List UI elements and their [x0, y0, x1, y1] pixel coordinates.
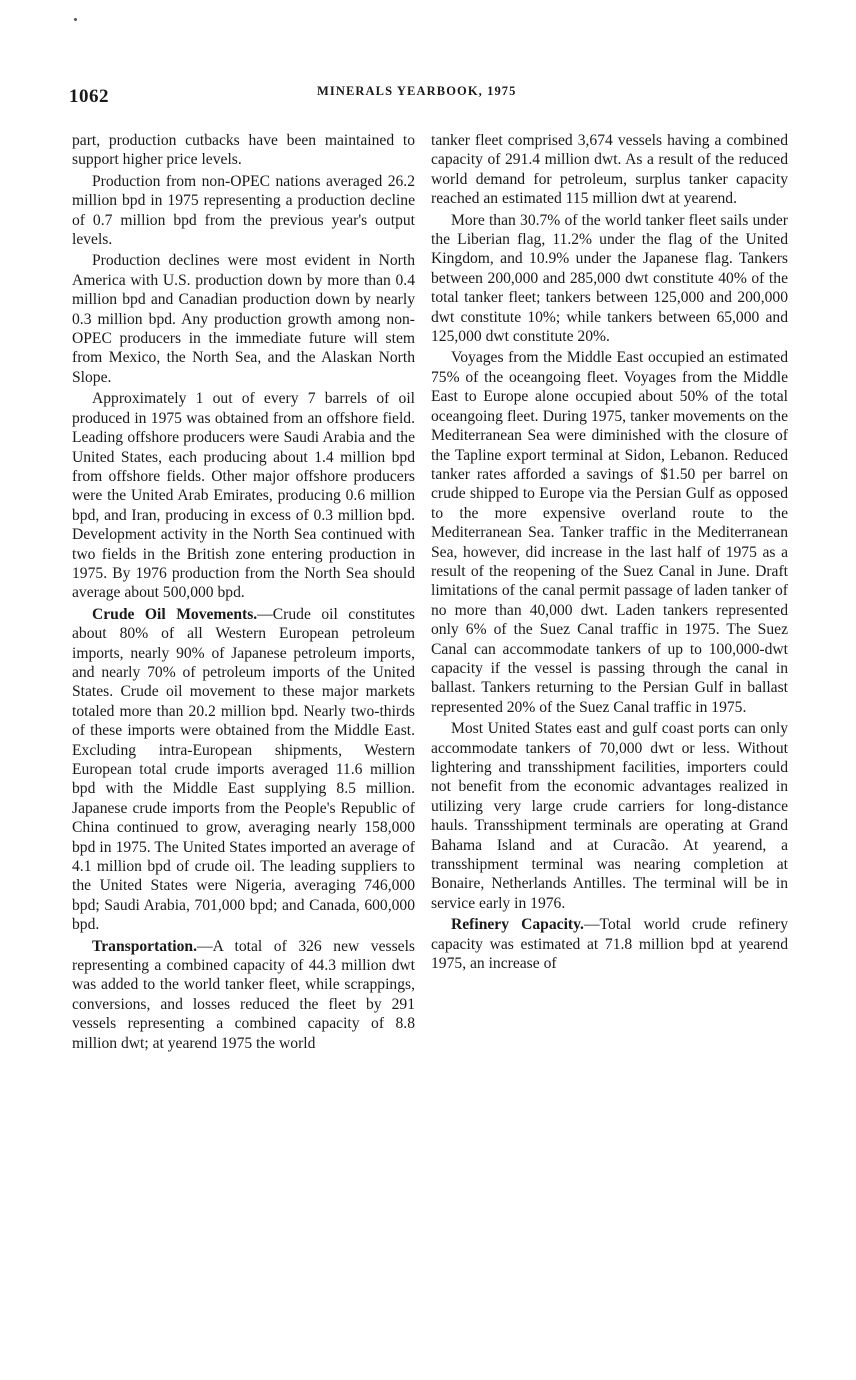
- paragraph-tanker-flags: More than 30.7% of the world tanker fleet sails under the Liberian flag, 11.2% under the flag of the United Kingdom, and 10.9% under the Japanese flag. Tankers between 200,000 and 285,000 dwt constitute 40% of the total tanker fleet; tankers between 125,000 and 200,000 dwt constitute 10%; while tankers between 65,000 and 125,000 dwt constitute 20%.: [431, 211, 788, 346]
- page-number: 1062: [69, 86, 109, 107]
- paragraph-offshore-production: Approximately 1 out of every 7 barrels of oil produced in 1975 was obtained from an offshore field. Leading offshore producers were Saudi Arabia and the United States, each producing about 1.4 million bpd from offshore fields. Other major offshore producers were the United Arab Emirates, producing 0.6 million bpd, and Iran, producing in excess of 0.3 million bpd. Development activity in the North Sea continued with two fields in the British zone entering production in 1975. By 1976 production from the North Sea should average about 500,000 bpd.: [72, 390, 415, 602]
- paragraph-non-opec-production: Production from non-OPEC nations averaged 26.2 million bpd in 1975 representing a production decline of 0.7 million bpd from the previous year's output levels.: [72, 172, 415, 249]
- running-head: MINERALS YEARBOOK, 1975: [317, 84, 517, 98]
- speck-mark: [74, 18, 77, 21]
- paragraph-voyages: Voyages from the Middle East occupied an estimated 75% of the oceangoing fleet. Voyages from the Middle East to Europe alone occupied about 50% of the total oceangoing fleet. During 1975, tanker movements on the Mediterranean Sea were diminished with the closure of the Tapline export terminal at Sidon, Lebanon. Reduced tanker rates afforded a savings of $1.50 per barrel on crude shipped to Europe via the Persian Gulf as opposed to the more expensive overland route to the Mediterranean Sea. Tanker traffic in the Mediterranean Sea, however, did increase in the last half of 1975 as a result of the reopening of the Suez Canal in June. Draft limitations of the canal permit passage of laden tanker of no more than 40,000 dwt. Laden tankers represented only 6% of the Suez Canal traffic in 1975. The Suez Canal can accommodate tankers of up to 100,000-dwt capacity if the vessel is passing through the canal in ballast. Tankers returning to the Persian Gulf in ballast represented 20% of the Suez Canal traffic in 1975.: [431, 349, 788, 716]
- paragraph-production-declines: Production declines were most evident in North America with U.S. production down by more than 0.4 million bpd and Canadian production down by nearly 0.3 million bpd. Any production growth among non-OPEC producers in the immediate future will stem from Mexico, the North Sea, and the Alaskan North Slope.: [72, 252, 415, 386]
- paragraph-continued: part, production cutbacks have been maintained to support higher price levels.: [72, 132, 415, 169]
- paragraph-refinery-capacity: [431, 915, 788, 973]
- left-column: [72, 131, 415, 1055]
- paragraph-body: —A total of 326 new vessels representing a combined capacity of 44.3 million dwt was added to the world tanker fleet, while scrappings, conversions, and losses reduced the fleet by 291 vessels representing a combined capacity of 8.8 million dwt; at yearend 1975 the world: [72, 937, 415, 1052]
- section-heading-refinery-capacity: Refinery Capacity.: [451, 916, 584, 934]
- section-heading-transportation: Transportation.: [92, 937, 197, 955]
- section-heading-crude-oil-movements: Crude Oil Movements.: [92, 605, 258, 623]
- paragraph-body: —Crude oil constitutes about 80% of all Western European petroleum imports, nearly 90% of Japanese petroleum imports, and nearly 70% of petroleum imports of the United States. Crude oil movement to these major markets totaled more than 20.2 million bpd. Nearly two-thirds of these imports were obtained from the Middle East. Excluding intra-European shipments, Western European total crude imports averaged 11.6 million bpd with the Middle East supplying 8.5 million. Japanese crude imports from the People's Republic of China continued to grow, averaging nearly 158,000 bpd in 1975. The United States imported an average of 4.1 million bpd of crude oil. The leading suppliers to the United States were Nigeria, averaging 746,000 bpd; Saudi Arabia, 701,000 bpd; and Canada, 600,000 bpd.: [72, 605, 415, 934]
- paragraph-tanker-fleet: tanker fleet comprised 3,674 vessels having a combined capacity of 291.4 million dwt. As a result of the reduced world demand for petroleum, surplus tanker capacity reached an estimated 115 million dwt at yearend.: [431, 132, 788, 208]
- paragraph-transportation: [72, 937, 415, 1053]
- paragraph-us-ports: Most United States east and gulf coast ports can only accommodate tankers of 70,000 dwt or less. Without lightering and transshipment facilities, importers could not benefit from the economic advantages realized in utilizing very large crude carriers for long-distance hauls. Transshipment terminals are operating at Grand Bahama Island and at Curacão. At yearend, a transshipment terminal was nearing completion at Bonaire, Netherlands Antilles. The terminal will be in service early in 1976.: [431, 720, 788, 912]
- paragraph-body: —Total world crude refinery capacity was estimated at 71.8 million bpd at yearend 1975, an increase of: [431, 916, 788, 973]
- right-column: [431, 131, 788, 975]
- paragraph-crude-oil-movements: [72, 605, 415, 935]
